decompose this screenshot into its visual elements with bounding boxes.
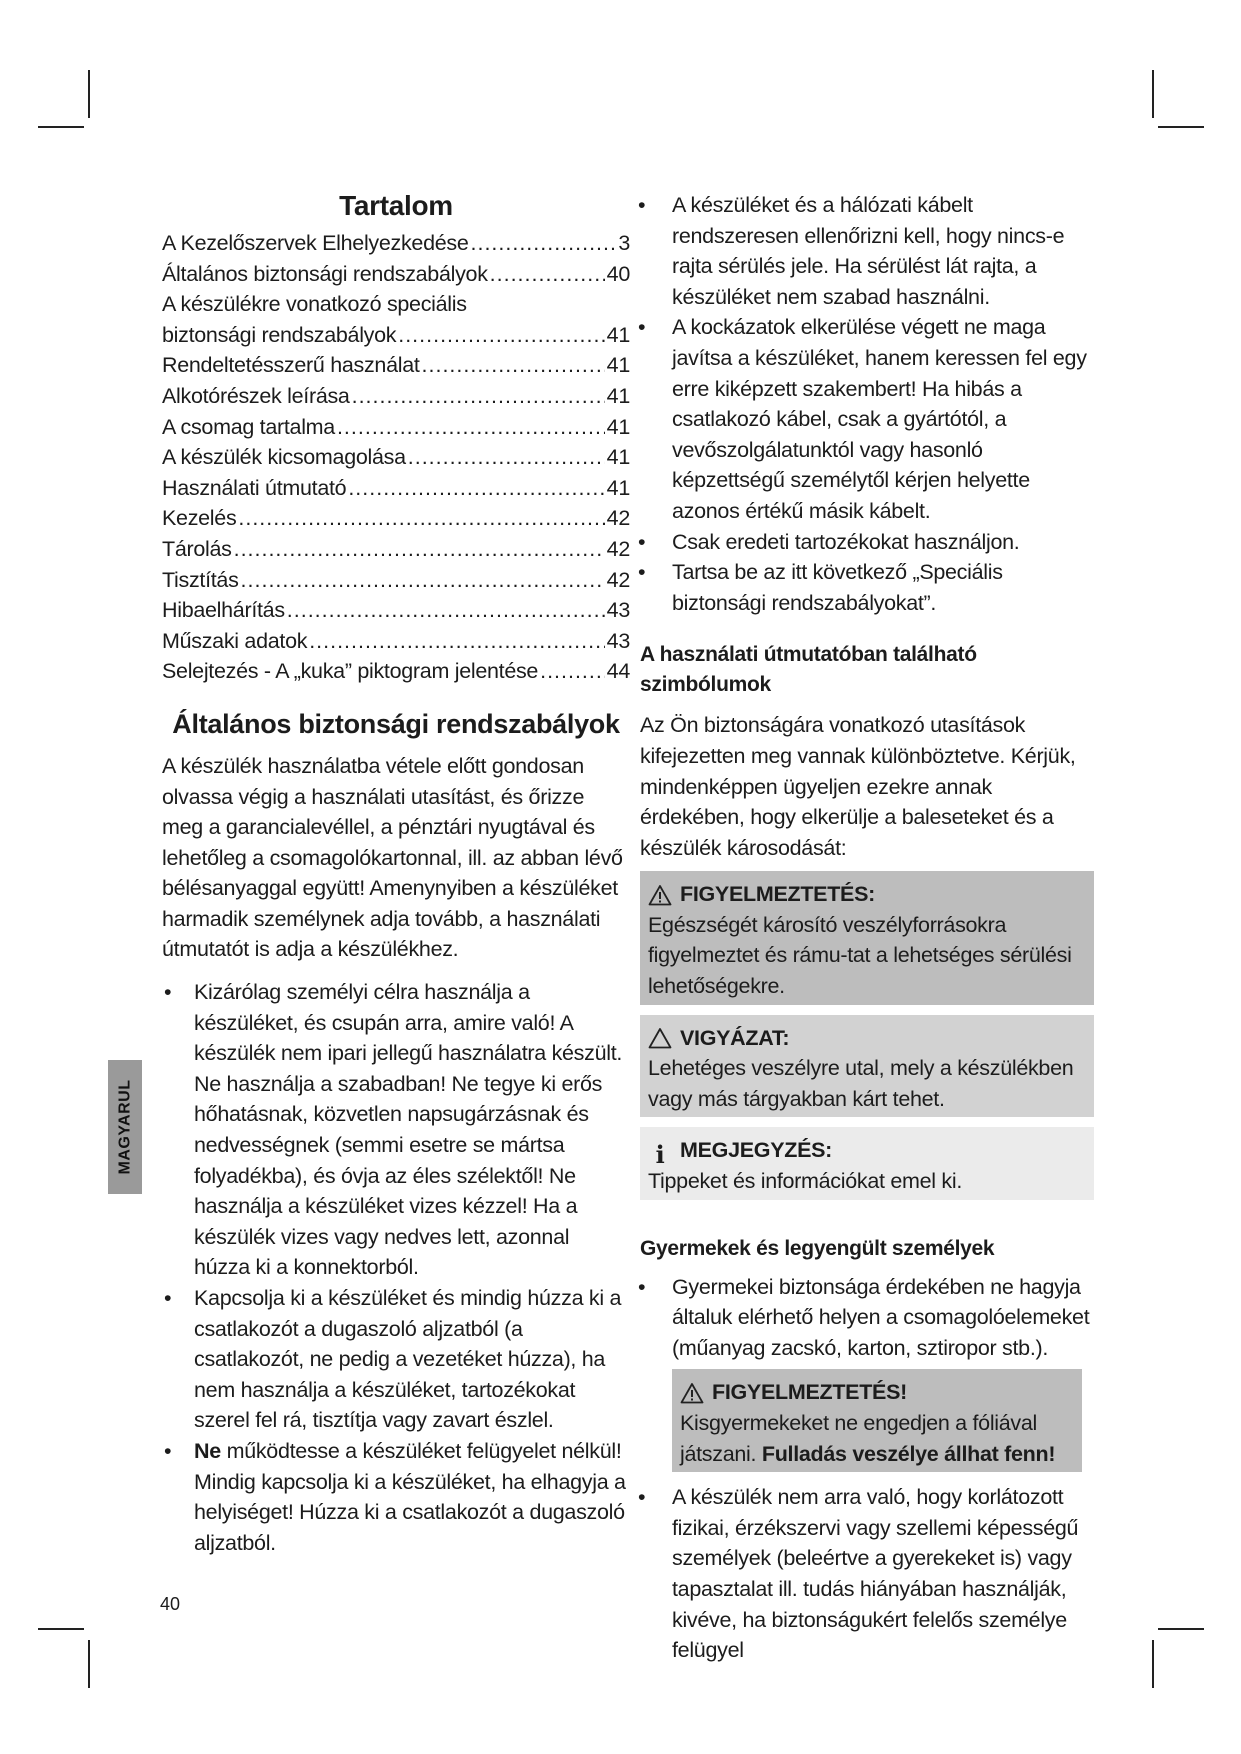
toc-leader-dots <box>238 503 604 534</box>
toc-leader-dots <box>287 595 605 626</box>
bullet-text: Gyermekei biztonsága érdekében ne hagyja általuk elérhető helyen a csomagolóelemeket (műanyag zacskó, karton, sztiropor stb.). <box>672 1274 1090 1360</box>
toc-entry <box>162 289 630 320</box>
list-item <box>162 1283 630 1436</box>
toc-entry <box>162 534 630 565</box>
toc-entry-title: A készülék kicsomagolása <box>162 445 406 470</box>
toc-entry-title: Selejtezés - A „kuka” piktogram jelentése <box>162 659 539 684</box>
bullet-text: Tartsa be az itt következő „Speciális biztonsági rendszabályokat”. <box>672 560 1003 615</box>
children-bullets-continued <box>640 1482 1094 1666</box>
warning-box <box>640 871 1094 1004</box>
toc-entry-title: Tisztítás <box>162 567 239 592</box>
toc-entry-page: 41 <box>606 475 630 500</box>
toc-entry-title: A készülékre vonatkozó speciális <box>162 292 467 317</box>
toc-entry <box>162 503 630 534</box>
toc-entry <box>162 473 630 504</box>
toc-leader-dots <box>471 228 617 259</box>
caution-text: Lehetéges veszélyre utal, mely a készülékben vagy más tárgyakban kárt tehet. <box>648 1056 1074 1111</box>
bullet-text: Csak eredeti tartozékokat használjon. <box>672 529 1020 554</box>
table-of-contents <box>162 228 630 687</box>
bullet-text: A kockázatok elkerülése végett ne maga javítsa a készüléket, hanem keressen fel egy erre kiképzett szakembert! Ha hibás a csatlakozó kábel, csak a gyártótól, a vevőszolgálatunktól vagy hasonló képzettségű személytől kérjen helyette azonos értékű másik kábelt. <box>672 315 1087 523</box>
safety-bullets-continued <box>640 190 1094 618</box>
bullet-text: A készülék nem arra való, hogy korlátozott fizikai, érzékszervi vagy szellemi képességű személyek (beleértve a gyerekeket is) vagy tapasztalat ill. tudás hiányában használják, kivéve, ha biztonságukért felelős személye felügyel <box>672 1485 1079 1663</box>
toc-entry <box>162 565 630 596</box>
crop-mark <box>1152 1640 1154 1688</box>
toc-entry-title: A Kezelőszervek Elhelyezkedése <box>162 231 469 255</box>
list-item <box>640 1272 1094 1364</box>
children-warning-box <box>672 1369 1082 1472</box>
warning-text: Egészségét károsító veszélyforrásokra figyelmeztet és rámu-tat a lehetséges sérülési lehetőségekre. <box>648 912 1072 999</box>
note-text: Tippeket és információkat emel ki. <box>648 1169 963 1194</box>
caution-title: VIGYÁZAT: <box>680 1025 790 1050</box>
caution-box <box>640 1015 1094 1118</box>
toc-leader-dots <box>352 381 605 412</box>
toc-entry <box>162 259 630 290</box>
toc-entry <box>162 228 630 259</box>
toc-entry <box>162 656 630 687</box>
toc-entry-title: Általános biztonsági rendszabályok <box>162 261 488 286</box>
toc-entry-title: Használati útmutató <box>162 475 347 500</box>
caution-triangle-icon <box>648 1027 672 1049</box>
safety-intro: A készülék használatba vétele előtt gondosan olvassa végig a használati utasítást, és őrizze meg a garancialevéllel, a pénztári nyugtával és lehetőleg a csomagolókartonnal, ill. az abban lévő bélésanyaggal együtt! Amenynyiben a készüléket harmadik személynek adja tovább, a használati útmutatót is adja a készülékhez. <box>162 753 623 962</box>
toc-entry-title: Kezelés <box>162 506 237 531</box>
bullet-text: Kapcsolja ki a készüléket és mindig húzza ki a csatlakozót a dugaszoló aljzatból (a csatlakozót, ne pedig a vezetéket húzza), ha nem használja a készüléket, tartozékokat szerel fel rá, tisztítja vagy zavart észlel. <box>194 1286 622 1433</box>
safety-bullets <box>162 977 630 1558</box>
list-item <box>640 190 1094 312</box>
crop-mark <box>1152 70 1154 118</box>
children-bullets <box>640 1272 1094 1364</box>
toc-entry-page: 44 <box>606 659 630 684</box>
symbols-intro: Az Ön biztonságára vonatkozó utasítások kifejezetten meg vannak különböztetve. Kérjük, mindenképpen ügyeljen ezekre annak érdekében, hogy elkerülje a baleseteket és a készülék károsodását: <box>640 713 1076 860</box>
crop-mark <box>1158 126 1204 128</box>
toc-entry-page: 41 <box>606 353 630 378</box>
toc-leader-dots <box>309 626 604 657</box>
toc-leader-dots <box>490 259 605 290</box>
children-warning-title: FIGYELMEZTETÉS! <box>712 1380 907 1405</box>
page-number: 40 <box>160 1594 181 1614</box>
toc-entry <box>162 320 630 351</box>
toc-entry-title: Alkotórészek leírása <box>162 383 350 408</box>
list-item <box>640 557 1094 618</box>
toc-entry-title: Rendeltetésszerű használat <box>162 353 420 378</box>
warning-title: FIGYELMEZTETÉS: <box>680 882 875 907</box>
warning-triangle-icon <box>648 884 672 906</box>
bullet-text: A készüléket és a hálózati kábelt rendszeresen ellenőrizni kell, hogy nincs-e rajta sérülés jele. Ha sérülést lát rajta, a készüléket nem szabad használni. <box>672 193 1065 309</box>
toc-entry-page: 42 <box>606 536 630 561</box>
toc-leader-dots <box>348 473 604 504</box>
crop-mark <box>38 126 84 128</box>
children-heading: Gyermekek és legyengült személyek <box>640 1236 995 1260</box>
toc-entry-page: 3 <box>618 231 630 255</box>
toc-entry-page: 41 <box>606 322 630 347</box>
toc-leader-dots <box>337 412 605 443</box>
toc-entry-title: A csomag tartalma <box>162 414 335 439</box>
language-label: MAGYARUL <box>116 1079 133 1175</box>
symbols-heading: A használati útmutatóban található szimbólumok <box>640 643 977 697</box>
toc-entry-page: 43 <box>606 628 630 653</box>
toc-leader-dots <box>234 534 605 565</box>
info-icon: i <box>655 1139 665 1169</box>
toc-entry-title: Hibaelhárítás <box>162 598 285 623</box>
toc-entry <box>162 442 630 473</box>
crop-mark <box>38 1628 84 1630</box>
toc-entry-page: 41 <box>606 414 630 439</box>
toc-entry <box>162 412 630 443</box>
toc-entry <box>162 381 630 412</box>
bullet-bold-lead: Ne <box>194 1438 221 1463</box>
children-warning-bold: Fulladás veszélye állhat fenn! <box>761 1441 1056 1466</box>
crop-mark <box>88 1640 90 1688</box>
toc-entry-title: Műszaki adatok <box>162 628 308 653</box>
toc-entry <box>162 350 630 381</box>
safety-heading: Általános biztonsági rendszabályok <box>172 708 620 739</box>
note-title: MEGJEGYZÉS: <box>680 1138 833 1163</box>
toc-entry <box>162 626 630 657</box>
note-box <box>640 1127 1094 1199</box>
toc-entry-page: 42 <box>606 567 630 592</box>
toc-leader-dots <box>540 656 605 687</box>
toc-leader-dots <box>408 442 605 473</box>
toc-entry-title: Tárolás <box>162 536 232 561</box>
warning-triangle-icon <box>680 1382 704 1404</box>
crop-mark <box>1158 1628 1204 1630</box>
right-column <box>640 190 1094 1666</box>
language-side-tab <box>108 1060 142 1194</box>
toc-entry <box>162 595 630 626</box>
children-warning-text: Kisgyermekeket ne engedjen a fóliával játszani. <box>680 1411 1038 1466</box>
bullet-text: Kizárólag személyi célra használja a készüléket, és csupán arra, amire való! A készülék nem ipari jellegű használatra készült. <box>194 980 623 1066</box>
list-item <box>640 527 1094 558</box>
crop-mark <box>88 70 90 118</box>
toc-leader-dots <box>241 565 605 596</box>
list-item <box>162 977 630 1283</box>
bullet-text: működtesse a készüléket felügyelet nélkül! Mindig kapcsolja ki a készüléket, ha elhagyja a helyiséget! Húzza ki a csatlakozót a dugaszoló aljzatból. <box>194 1438 626 1555</box>
toc-leader-dots <box>422 350 605 381</box>
toc-title: Tartalom <box>339 190 453 221</box>
toc-entry-page: 42 <box>606 506 630 531</box>
toc-entry-page: 43 <box>606 598 630 623</box>
toc-leader-dots <box>398 320 604 351</box>
toc-entry-title: biztonsági rendszabályok <box>162 322 397 347</box>
list-item <box>640 1482 1094 1666</box>
left-column <box>162 190 630 1558</box>
toc-entry-page: 41 <box>606 383 630 408</box>
toc-entry-page: 41 <box>606 445 630 470</box>
toc-entry-page: 40 <box>606 261 630 286</box>
bullet-text-continued: Ne használja a szabadban! Ne tegye ki erős hőhatásnak, közvetlen napsugárzásnak és nedvességnek (semmi esetre se mártsa folyadékba), és óvja az éles szélektől! Ne használja a készüléket vizes kézzel! Ha a készülék vizes vagy nedves lett, azonnal húzza ki a konnektorból. <box>194 1071 603 1280</box>
list-item <box>162 1436 630 1558</box>
list-item <box>640 312 1094 526</box>
